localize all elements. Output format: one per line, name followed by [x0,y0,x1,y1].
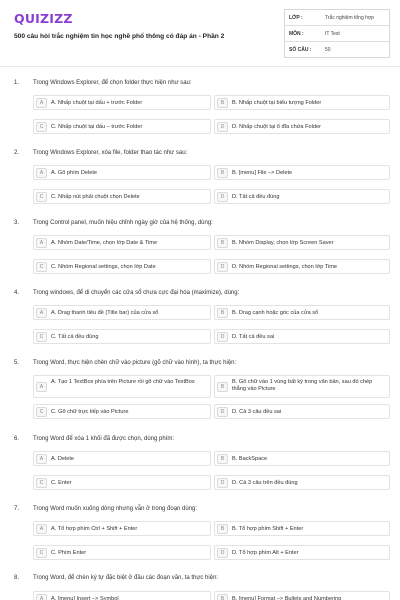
option-c[interactable] [33,189,211,204]
question-number: 6. [14,436,20,442]
option-text: B. Tổ hợp phím Shift + Enter [232,526,304,532]
meta-row-count [285,42,389,58]
option-letter-badge: D [217,192,228,202]
option-d[interactable] [214,189,390,204]
option-c[interactable] [33,475,211,490]
question-number: 8. [14,575,20,581]
option-a[interactable] [33,305,211,320]
option-d[interactable] [214,475,390,490]
option-letter-badge: D [217,478,228,488]
option-a[interactable] [33,235,211,250]
option-c[interactable] [33,259,211,274]
option-text: D. Tất cả đều đúng [232,194,280,200]
option-letter-badge: B [217,594,228,600]
meta-value: 50 [325,47,331,53]
option-c[interactable] [33,545,211,560]
header-divider [0,66,400,67]
question-text: Trong Word muốn xuống dòng nhưng vẫn ở trong đoạn dùng: [33,506,198,512]
option-letter-badge: B [217,98,228,108]
option-text: D. Tổ hợp phím Alt + Enter [232,550,299,556]
option-text: C. Gõ chữ trực tiếp vào Picture [51,409,129,415]
option-letter-badge: C [36,548,47,558]
option-letter-badge: A [36,454,47,464]
option-c[interactable] [33,404,211,419]
meta-label: LỚP : [289,15,303,21]
question-number: 1. [14,80,20,86]
option-letter-badge: A [36,308,47,318]
option-text: B. Nhấp chuột tại biểu tượng Folder [232,100,322,106]
question-number: 5. [14,360,20,366]
option-letter-badge: A [36,238,47,248]
worksheet-title: 500 câu hỏi trắc nghiệm tin học nghề phổ thông có đáp án - Phần 2 [14,33,225,40]
question-text: Trong Windows Explorer, để chọn folder thực hiện như sau: [33,80,192,86]
option-d[interactable] [214,404,390,419]
option-d[interactable] [214,119,390,134]
option-letter-badge: A [36,98,47,108]
question-number: 4. [14,290,20,296]
option-letter-badge: B [217,524,228,534]
meta-row-class [285,10,389,26]
option-text: A. Drag thanh tiêu đề (Title bar) của cửa sổ [51,310,159,316]
meta-row-subject [285,26,389,42]
option-letter-badge: A [36,382,47,392]
option-letter-badge: C [36,407,47,417]
option-text: A. [menu] Insert –> Symbol [51,596,119,600]
option-c[interactable] [33,329,211,344]
option-letter-badge: B [217,238,228,248]
option-letter-badge: A [36,168,47,178]
option-text: D. Nhóm Regional settings, chọn lớp Time [232,264,338,270]
option-a[interactable] [33,591,211,600]
option-text: A. Nhấp chuột tại dấu + trước Folder [51,100,143,106]
option-letter-badge: B [217,454,228,464]
question-text: Trong Word để xóa 1 khối đã được chọn, dùng phím: [33,436,175,442]
option-text: B. Nhóm Display, chọn lớp Screen Saver [232,240,334,246]
option-b[interactable] [214,305,390,320]
option-text: A. Tổ hợp phím Ctrl + Shift + Enter [51,526,138,532]
option-b[interactable] [214,521,390,536]
quizizz-logo[interactable]: QUIZIZZ [14,11,73,26]
question-text: Trong Word, để chèn ký tự đặc biệt ở đầu các đoạn văn, ta thực hiện: [33,575,219,581]
option-text: C. Nhóm Regional settings, chọn lớp Date [51,264,156,270]
option-text: B. Gõ chữ vào 1 vùng bất kỳ trong văn bản, sau đó chép thẳng vào Picture [232,379,373,392]
option-text: D. Cả 3 câu đều sai [232,409,282,415]
option-c[interactable] [33,119,211,134]
option-text: D. Nhấp chuột tại ổ đĩa chứa Folder [232,124,321,130]
option-letter-badge: C [36,332,47,342]
option-text: B. [menu] Format –> Bullets and Numbering [232,596,342,600]
option-letter-badge: C [36,478,47,488]
option-letter-badge: D [217,262,228,272]
option-letter-badge: D [217,407,228,417]
option-text: C. Nhấp nút phải chuột chọn Delete [51,194,140,200]
question-text: Trong Control panel, muốn hiệu chỉnh ngày giờ của hệ thống, dùng: [33,220,213,226]
option-text: C. Nhấp chuột tại dấu – trước Folder [51,124,143,130]
option-letter-badge: A [36,594,47,600]
meta-label: MÔN : [289,31,304,37]
option-b[interactable] [214,235,390,250]
option-b[interactable] [214,165,390,180]
option-letter-badge: C [36,122,47,132]
option-text: A. Tạo 1 TextBox phía trên Picture rồi gõ chữ vào TextBox [51,379,195,385]
option-letter-badge: A [36,524,47,534]
question-number: 7. [14,506,20,512]
option-letter-badge: B [217,382,228,392]
option-text: C. Enter [51,480,72,486]
question-number: 3. [14,220,20,226]
worksheet-meta-box [284,9,390,58]
option-letter-badge: C [36,262,47,272]
option-text: A. Gõ phím Delete [51,170,98,176]
question-text: Trong Word, thực hiện chèn chữ vào picture (gõ chữ vào hình), ta thực hiện: [33,360,237,366]
option-text: C. Tất cả đều đúng [51,334,99,340]
option-letter-badge: D [217,122,228,132]
option-d[interactable] [214,545,390,560]
option-text: A. Nhóm Date/Time, chọn lớp Date & Time [51,240,158,246]
option-b[interactable] [214,591,390,600]
option-b[interactable] [214,375,390,398]
option-text: C. Phím Enter [51,550,87,556]
question-number: 2. [14,150,20,156]
meta-label: SỐ CÂU : [289,47,312,53]
option-a[interactable] [33,521,211,536]
option-a[interactable] [33,375,211,398]
meta-value: Trắc nghiệm tổng hợp [325,15,374,21]
question-text: Trong windows, để di chuyển các cửa sổ chưa cực đại hóa (maximize), dùng: [33,290,240,296]
option-text: D. Tất cả đều sai [232,334,275,340]
worksheet-header [0,0,400,62]
option-letter-badge: B [217,308,228,318]
option-letter-badge: B [217,168,228,178]
option-letter-badge: C [36,192,47,202]
option-letter-badge: D [217,332,228,342]
option-text: B. BackSpace [232,456,268,462]
option-text: A. Delete [51,456,75,462]
option-text: B. Drag cạnh hoặc góc của cửa sổ [232,310,319,316]
option-b[interactable] [214,451,390,466]
question-text: Trong Windows Explorer, xóa file, folder thao tác như sau: [33,150,188,156]
option-letter-badge: D [217,548,228,558]
option-d[interactable] [214,329,390,344]
option-b[interactable] [214,95,390,110]
option-text: B. [menu] File –> Delete [232,170,293,176]
meta-value: IT Test [325,31,340,37]
option-text: D. Cả 3 câu trên đều đúng [232,480,298,486]
option-a[interactable] [33,451,211,466]
option-d[interactable] [214,259,390,274]
option-a[interactable] [33,165,211,180]
option-a[interactable] [33,95,211,110]
